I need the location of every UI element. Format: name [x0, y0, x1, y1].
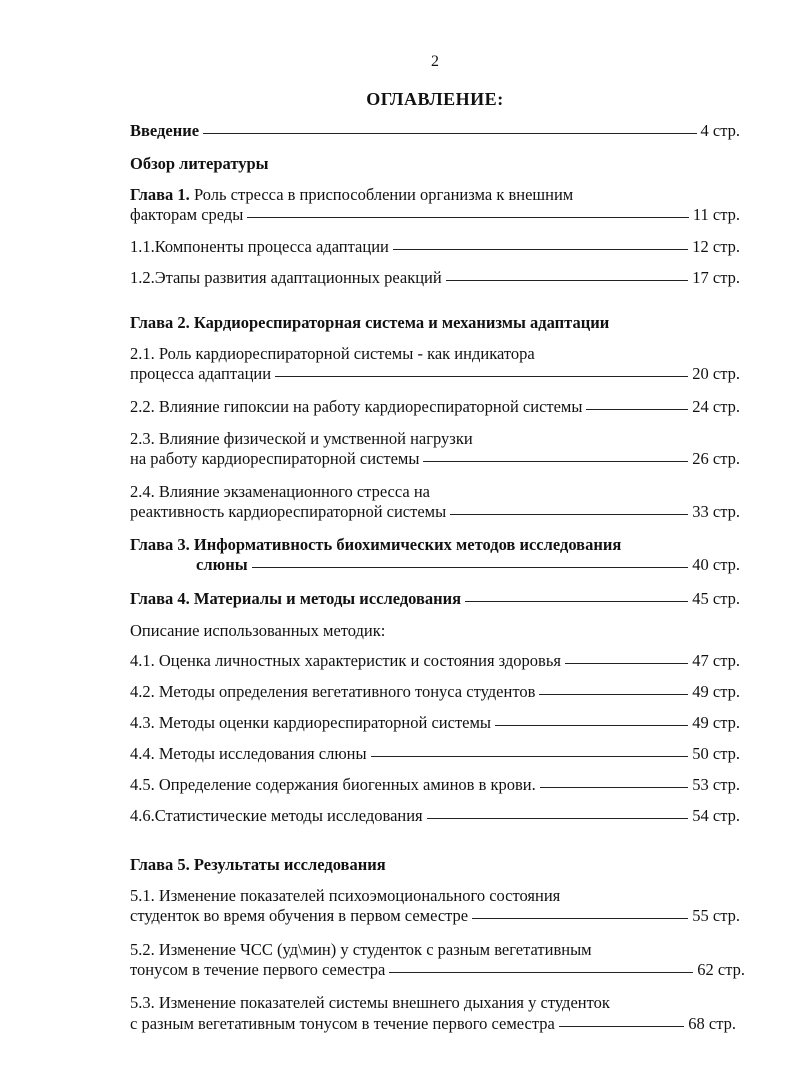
toc-page: 24 стр. [692, 397, 740, 416]
toc-page: 11 стр. [692, 205, 740, 224]
toc-entry-4-2 [130, 682, 740, 702]
chapter-label: Глава 1. [130, 185, 190, 204]
leader-line [559, 1026, 684, 1027]
toc-page: 68 стр. [688, 1014, 736, 1033]
leader-line [427, 818, 689, 819]
leader-line [565, 663, 688, 664]
toc-entry-ch5: Глава 5. Результаты исследования [130, 855, 386, 874]
leader-line [393, 249, 688, 250]
toc-entry-2-3 [130, 449, 740, 469]
chapter-title: Роль стресса в приспособлении организма к внешним [189, 185, 574, 204]
leader-line [247, 217, 689, 218]
toc-entry-intro [130, 121, 740, 141]
toc-label: процесса адаптации [130, 364, 272, 383]
page-title: ОГЛАВЛЕНИЕ: [366, 89, 504, 109]
leader-line [586, 409, 688, 410]
toc-page: 49 стр. [692, 713, 740, 732]
toc-page: 4 стр. [700, 121, 740, 140]
toc-entry-5-2-line1: 5.2. Изменение ЧСС (уд\мин) у студенток с разным вегетативным [130, 940, 592, 959]
toc-label: 4.1. Оценка личностных характеристик и состояния здоровья [130, 651, 561, 670]
leader-line [450, 514, 688, 515]
toc-page: 50 стр. [692, 744, 740, 763]
leader-line [540, 787, 688, 788]
toc-page: 53 стр. [692, 775, 740, 794]
page-number: 2 [431, 53, 439, 70]
leader-line [472, 918, 688, 919]
toc-entry-5-3-line1: 5.3. Изменение показателей системы внешнего дыхания у студенток [130, 993, 610, 1012]
toc-page: 54 стр. [692, 806, 740, 825]
leader-line [446, 280, 689, 281]
leader-line [203, 133, 696, 134]
toc-page: 45 стр. [692, 589, 740, 608]
toc-label: Глава 4. Материалы и методы исследования [130, 589, 462, 608]
toc-label: 4.3. Методы оценки кардиореспираторной системы [130, 713, 492, 732]
toc-entry-5-2 [130, 960, 745, 980]
toc-page: 49 стр. [692, 682, 740, 701]
toc-entry-ch4 [130, 589, 740, 609]
toc-page: 33 стр. [692, 502, 740, 521]
toc-entry-4-6 [130, 806, 740, 826]
toc-entry-5-1-line1: 5.1. Изменение показателей психоэмоционального состояния [130, 886, 561, 905]
toc-label: реактивность кардиореспираторной системы [130, 502, 447, 521]
toc-entry-1-1 [130, 237, 740, 257]
toc-label: 2.2. Влияние гипоксии на работу кардиореспираторной системы [130, 397, 583, 416]
toc-label: 4.5. Определение содержания биогенных аминов в крови. [130, 775, 536, 794]
toc-entry-2-1 [130, 364, 740, 384]
toc-label: тонусом в течение первого семестра [130, 960, 386, 979]
toc-entry-ch3-line1: Глава 3. Информативность биохимических методов исследования [130, 535, 622, 554]
toc-label: студенток во время обучения в первом семестре [130, 906, 469, 925]
toc-entry-2-4-line1: 2.4. Влияние экзаменационного стресса на [130, 482, 431, 501]
toc-entry-ch1 [130, 205, 740, 225]
leader-line [252, 567, 689, 568]
methods-description: Описание использованных методик: [130, 621, 386, 640]
toc-page: 12 стр. [692, 237, 740, 256]
leader-line [275, 376, 688, 377]
leader-line [371, 756, 689, 757]
toc-label: 1.2.Этапы развития адаптационных реакций [130, 268, 442, 287]
toc-label: 4.4. Методы исследования слюны [130, 744, 367, 763]
toc-page: 55 стр. [692, 906, 740, 925]
toc-label: 1.1.Компоненты процесса адаптации [130, 237, 389, 256]
toc-label: факторам среды [130, 205, 244, 224]
toc-entry-1-2 [130, 268, 740, 288]
leader-line [389, 972, 693, 973]
toc-entry-5-3 [130, 1014, 736, 1034]
leader-line [423, 461, 688, 462]
toc-entry-4-5 [130, 775, 740, 795]
toc-label: с разным вегетативным тонусом в течение первого семестра [130, 1014, 555, 1033]
toc-page: 47 стр. [692, 651, 740, 670]
toc-entry-2-3-line1: 2.3. Влияние физической и умственной нагрузки [130, 429, 473, 448]
toc-page: 40 стр. [692, 555, 740, 574]
toc-label: Введение [130, 121, 200, 140]
section-heading-review: Обзор литературы [130, 154, 269, 173]
toc-label: на работу кардиореспираторной системы [130, 449, 420, 468]
toc-label: 4.6.Статистические методы исследования [130, 806, 423, 825]
toc-entry-2-2 [130, 397, 740, 417]
toc-page: 17 стр. [692, 268, 740, 287]
toc-entry-2-4 [130, 502, 740, 522]
leader-line [539, 694, 688, 695]
toc-label: слюны [196, 555, 248, 574]
toc-entry-ch2: Глава 2. Кардиореспираторная система и механизмы адаптации [130, 313, 610, 332]
toc-page: 62 стр. [697, 960, 745, 979]
toc-entry-ch3 [196, 555, 740, 575]
toc-label: 4.2. Методы определения вегетативного тонуса студентов [130, 682, 536, 701]
toc-entry-2-1-line1: 2.1. Роль кардиореспираторной системы - как индикатора [130, 344, 535, 363]
toc-entry-5-1 [130, 906, 740, 926]
toc-entry-4-3 [130, 713, 740, 733]
leader-line [495, 725, 688, 726]
toc-entry-ch1-line1 [130, 185, 573, 205]
toc-entry-4-1 [130, 651, 740, 671]
toc-entry-4-4 [130, 744, 740, 764]
leader-line [465, 601, 688, 602]
toc-page: 20 стр. [692, 364, 740, 383]
toc-page: 26 стр. [692, 449, 740, 468]
